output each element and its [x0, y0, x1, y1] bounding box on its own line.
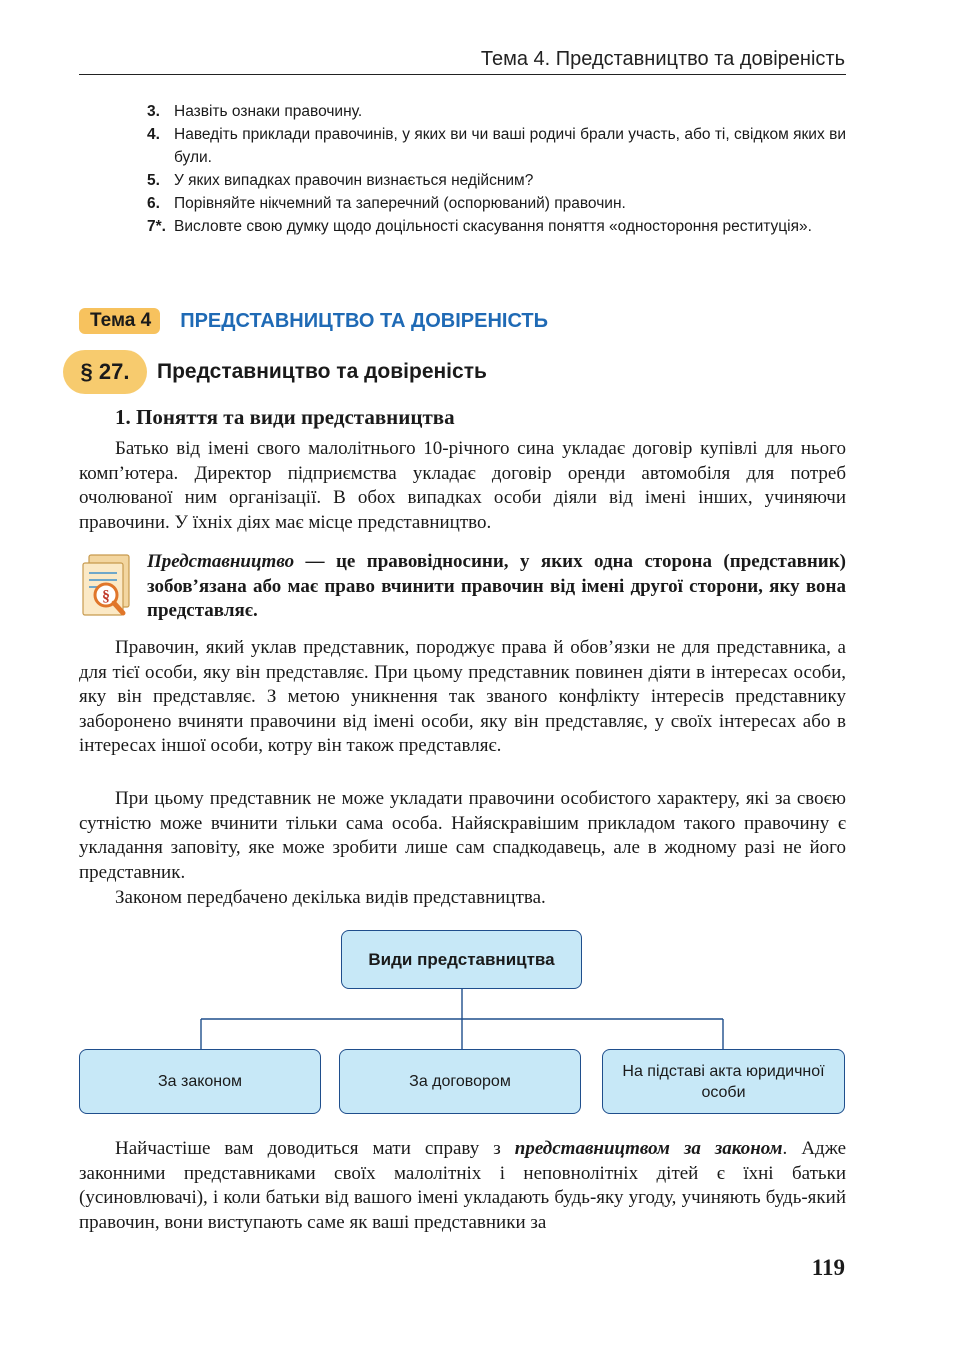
section-heading: [63, 350, 487, 394]
svg-text:§: §: [102, 588, 110, 605]
paragraph-text: Найчастіше вам доводиться мати справу з: [115, 1138, 515, 1159]
paragraph: Законом передбачено декілька видів представництва.: [115, 887, 546, 908]
question-number: 6.: [147, 195, 160, 212]
diagram-root-box: Види представництва: [341, 930, 582, 989]
question-text: Порівняйте нікчемний та заперечний (оспорюваний) правочин.: [174, 195, 626, 212]
paragraph: [79, 1137, 846, 1235]
question-item: [147, 169, 846, 192]
topic-heading: [79, 306, 548, 336]
diagram-box-by-contract: За договором: [339, 1049, 581, 1114]
section-title: Представництво та довіреність: [157, 360, 487, 383]
definition-block: [147, 550, 846, 624]
section-badge: § 27.: [63, 350, 147, 394]
subsection-heading: 1. Поняття та види представництва: [115, 405, 455, 429]
topic-title: ПРЕДСТАВНИЦТВО ТА ДОВІРЕНІСТЬ: [180, 309, 548, 332]
question-item: [147, 215, 846, 238]
question-text: Висловте свою думку щодо доцільності скасування поняття «одностороння реституція».: [174, 218, 812, 235]
running-header: Тема 4. Представництво та довіреність: [480, 48, 845, 70]
diagram-box-by-law: За законом: [79, 1049, 321, 1114]
paragraph: Батько від імені свого малолітнього 10-річного сина укладає договір купівлі для нього комп’ютера. Директор підприємства укладає договір оренди автомобіля для потреб очолюваної ним організації. В обох випадках особи діяли від імені інших, учиняючи правочини. У їхніх діях має місце представництво.: [79, 438, 846, 533]
question-number: 7*.: [147, 218, 166, 235]
question-number: 4.: [147, 126, 160, 143]
question-text: Наведіть приклади правочинів, у яких ви чи ваші родичі брали участь, або ті, свідком яких ви були.: [174, 126, 846, 166]
question-number: 3.: [147, 103, 160, 120]
question-item: [147, 100, 846, 123]
topic-badge: Тема 4: [79, 308, 160, 334]
header-divider: [79, 74, 846, 75]
page-number: 119: [811, 1255, 845, 1280]
emphasized-term: представництвом за законом: [514, 1138, 783, 1159]
question-text: Назвіть ознаки правочину.: [174, 103, 363, 120]
question-text: У яких випадках правочин визнається недійсним?: [174, 172, 534, 189]
definition-term: Представництво: [147, 551, 295, 572]
paragraph-text: . Адже законними представниками своїх малолітніх і неповнолітніх дітей є їхні батьки (усиновлювачі), і коли батьки від вашого імені укладають будь-яку угоду, учиняють будь-який правочин, вони виступають саме як ваші представники за: [79, 1138, 847, 1233]
definition-icon: [79, 553, 135, 619]
question-item: [147, 192, 846, 215]
question-list: [147, 100, 846, 238]
diagram-box-by-legal-entity-act: На підставі акта юридичної особи: [602, 1049, 845, 1114]
definition-text: — це правовідносини, у яких одна сторона (представник) зобов’язана або має право вчинити правочин від імені другої сторони, яку вона представляє.: [147, 551, 846, 622]
question-number: 5.: [147, 172, 160, 189]
question-item: [147, 123, 846, 169]
paragraph: При цьому представник не може укладати правочини особистого характеру, які за своєю сутністю може вчинити тільки сама особа. Найяскравішим прикладом такого правочину є укладання заповіту, яке може зробити лише сам спадкодавець, але в жодному разі не його представник.: [79, 788, 846, 883]
paragraph: Правочин, який уклав представник, породжує права й обов’язки не для представника, а для тієї особи, яку він представляє. При цьому представник повинен діяти в інтересах особи, яку він представляє. З метою уникнення так званого конфлікту інтересів представнику заборонено вчиняти правочини від імені особи, яку він представляє, у своїх інтересах або в інтересах іншої особи, котру він також представляє.: [79, 637, 846, 757]
